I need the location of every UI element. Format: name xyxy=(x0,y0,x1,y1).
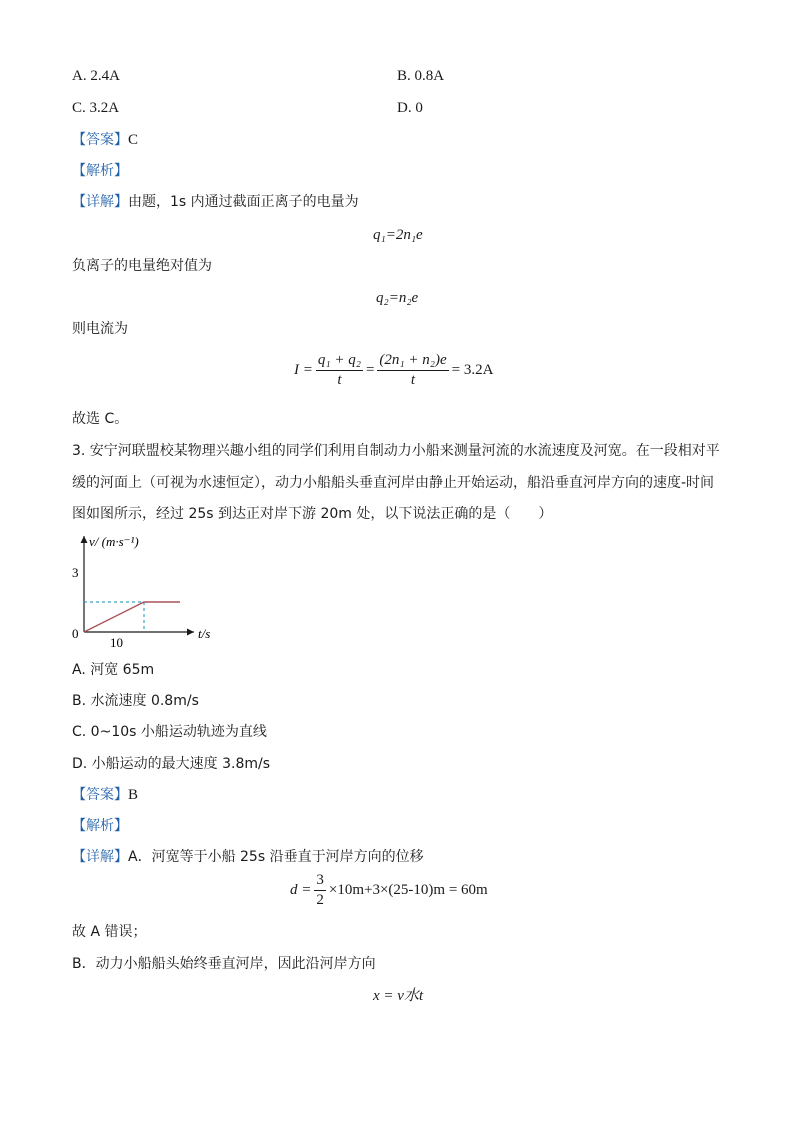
equation-q1: q₁=2n₁e xyxy=(373,227,423,243)
answer-value: C xyxy=(128,132,139,148)
detail-tag: 【详解】 xyxy=(72,849,128,865)
frac2-denominator: t xyxy=(410,372,416,388)
equation-x: x = v水t xyxy=(373,988,424,1004)
detail-text: A．河宽等于小船 25s 沿垂直于河岸方向的位移 xyxy=(128,849,424,865)
analysis-tag: 【解析】 xyxy=(72,818,128,834)
detail-text: 由题，1s 内通过截面正离子的电量为 xyxy=(128,194,359,210)
q3-option-c: C. 0~10s 小船运动轨迹为直线 xyxy=(72,724,267,740)
detail-tag: 【详解】 xyxy=(72,194,128,210)
answer-tag: 【答案】 xyxy=(72,787,128,803)
q2-option-b: B. 0.8A xyxy=(397,68,445,84)
answer-value: B xyxy=(128,787,139,803)
frac-numerator: 3 xyxy=(316,872,324,888)
fraction-1 xyxy=(316,353,363,388)
frac2-numerator: (2n₁ + n₂)e xyxy=(379,352,447,368)
y-tick-label: 3 xyxy=(72,565,79,580)
q2-option-a: A. 2.4A xyxy=(72,68,120,84)
frac1-denominator: t xyxy=(337,372,342,388)
q3-stem-line2: 缓的河面上（可视为水速恒定），动力小船船头垂直河岸由静止开始运动，船沿垂直河岸方向的速度-时间 xyxy=(72,475,715,491)
frac1-numerator: q₁ + q₂ xyxy=(317,352,361,368)
analysis-tag: 【解析】 xyxy=(72,163,128,179)
q3-stem-line1: 3. 安宁河联盟校某物理兴趣小组的同学们利用自制动力小船来测量河流的水流速度及河宽。在一段相对平 xyxy=(72,443,720,459)
q3-answer-line xyxy=(72,788,138,803)
eq-d-lhs: d = xyxy=(290,882,312,898)
fraction-three-halves xyxy=(314,873,326,908)
x-axis-label: t/s xyxy=(198,626,211,641)
q2-answer-line xyxy=(72,133,138,148)
eq-equals: = xyxy=(365,362,375,378)
q3-detail-a xyxy=(72,850,424,864)
fraction-2 xyxy=(377,353,448,388)
equation-q2: q₂=n₂e xyxy=(376,290,419,306)
y-axis-label: v/ (m·s⁻¹) xyxy=(89,534,139,549)
eq-d-rest: ×10m+3×(25-10)m = 60m xyxy=(328,882,488,898)
negative-ion-text: 负离子的电量绝对值为 xyxy=(72,258,212,274)
equation-river-width xyxy=(290,873,488,908)
x-tick-label: 10 xyxy=(110,635,123,650)
q2-option-d: D. 0 xyxy=(397,100,423,116)
q3-stem-line3: 图如图所示，经过 25s 到达正对岸下游 20m 处，以下说法正确的是（ ） xyxy=(72,506,553,522)
eq-result: = 3.2A xyxy=(451,362,494,378)
frac-denominator: 2 xyxy=(316,892,324,908)
origin-label: 0 xyxy=(72,626,79,641)
velocity-line xyxy=(84,602,180,632)
q3-a-conclusion: 故 A 错误； xyxy=(72,924,147,940)
velocity-time-chart xyxy=(60,530,230,652)
q3-option-b: B. 水流速度 0.8m/s xyxy=(72,693,199,709)
q3-detail-b: B．动力小船船头始终垂直河岸，因此沿河岸方向 xyxy=(72,956,376,972)
q3-option-d: D. 小船运动的最大速度 3.8m/s xyxy=(72,756,271,772)
answer-tag: 【答案】 xyxy=(72,132,128,148)
eq-lhs: I = xyxy=(294,362,313,378)
q2-conclusion: 故选 C。 xyxy=(72,411,129,427)
q3-option-a: A. 河宽 65m xyxy=(72,662,155,678)
q2-detail-intro xyxy=(72,195,359,209)
current-text: 则电流为 xyxy=(72,321,128,337)
equation-current xyxy=(294,353,493,388)
q2-option-c: C. 3.2A xyxy=(72,100,120,116)
